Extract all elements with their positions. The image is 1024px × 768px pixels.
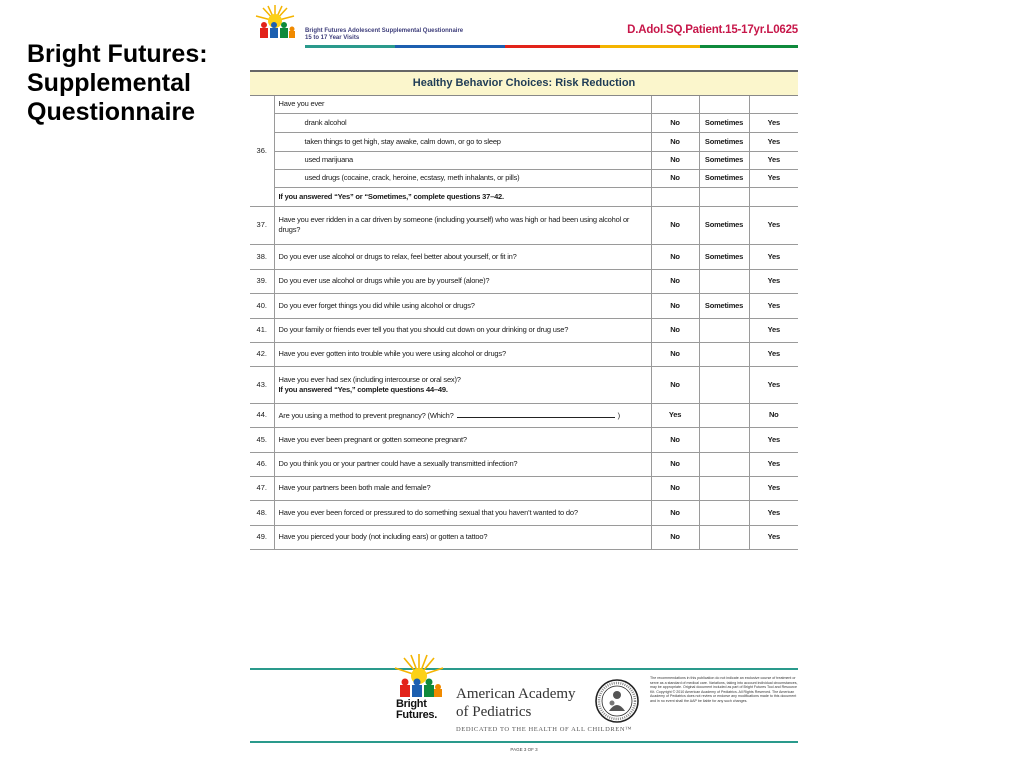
table-row	[250, 452, 798, 476]
header-title-line2: 15 to 17 Year Visits	[305, 35, 360, 41]
answer-no[interactable]: No	[651, 500, 699, 525]
answer-no[interactable]: No	[651, 206, 699, 244]
aap-name	[456, 685, 576, 721]
slide-title	[27, 40, 247, 127]
footer-rule-top	[250, 668, 798, 670]
question-number: 40.	[250, 293, 274, 318]
table-row	[250, 427, 798, 452]
question-number: 38.	[250, 244, 274, 269]
aap-name-line1: American Academy	[456, 686, 576, 702]
answer-yes[interactable]: Yes	[749, 366, 798, 403]
bf-word-line2: Futures.	[396, 709, 437, 721]
question-number: 49.	[250, 525, 274, 549]
question-text: Have you pierced your body (not including ears) or gotten a tattoo?	[274, 525, 651, 549]
answer-yes[interactable]: Yes	[749, 244, 798, 269]
question-number: 43.	[250, 366, 274, 403]
answer-sometimes[interactable]: Sometimes	[699, 169, 749, 187]
questionnaire-page	[250, 0, 798, 768]
slide-title-line: Questionnaire	[27, 98, 196, 126]
answer-no[interactable]: No	[651, 525, 699, 549]
question-number: 46.	[250, 452, 274, 476]
answer-no[interactable]: No	[651, 113, 699, 132]
question-text: used marijuana	[274, 151, 651, 169]
page-number: PAGE 3 OF 3	[510, 747, 538, 752]
answer-yes[interactable]: Yes	[749, 151, 798, 169]
table-row	[250, 525, 798, 549]
aap-tagline: DEDICATED TO THE HEALTH OF ALL CHILDREN™	[456, 726, 633, 733]
table-row	[250, 500, 798, 525]
answer-sometimes	[699, 318, 749, 342]
answer-sometimes[interactable]: Sometimes	[699, 206, 749, 244]
answer-yes[interactable]: Yes	[749, 132, 798, 151]
question-text: taken things to get high, stay awake, calm down, or go to sleep	[274, 132, 651, 151]
answer-yes[interactable]: Yes	[749, 293, 798, 318]
question-number: 37.	[250, 206, 274, 244]
question-number: 48.	[250, 500, 274, 525]
bf-word-line1: Bright	[396, 698, 427, 710]
question-text: drank alcohol	[274, 113, 651, 132]
answer-yes[interactable]: Yes	[749, 427, 798, 452]
aap-name-line2: of Pediatrics	[456, 704, 532, 720]
answer-sometimes[interactable]: Sometimes	[699, 244, 749, 269]
question-text: Have you ever had sex (including intercourse or oral sex)?	[278, 374, 461, 384]
question-number: 39.	[250, 269, 274, 293]
answer-sometimes[interactable]: Sometimes	[699, 132, 749, 151]
answer-yes[interactable]: Yes	[749, 318, 798, 342]
table-row	[250, 244, 798, 269]
answer-no[interactable]: No	[651, 169, 699, 187]
table-row	[250, 151, 798, 169]
footer-fineprint: The recommendations in this publication do not indicate an exclusive course of treatment or serve as a standard of medical care. Variations, taking into account individual circumstances, may be appropriate. Original document included as part of Bright Futures Tool and Resource Kit. Copyright © 2010 American Academy of Pediatrics. All Rights Reserved. The American Academy of Pediatrics does not review or endorse any modifications made to this document and in no event shall the AAP be liable for any such changes.	[650, 676, 798, 703]
table-row	[250, 318, 798, 342]
question-text: Have your partners been both male and female?	[274, 476, 651, 500]
question-text: Have you ever been pregnant or gotten someone pregnant?	[274, 427, 651, 452]
answer-yes[interactable]: Yes	[651, 403, 699, 427]
answer-no[interactable]: No	[651, 244, 699, 269]
answer-yes[interactable]: Yes	[749, 500, 798, 525]
answer-no[interactable]: No	[651, 366, 699, 403]
question-text: Do you ever use alcohol or drugs while you are by yourself (alone)?	[274, 269, 651, 293]
table-row	[250, 342, 798, 366]
answer-no[interactable]: No	[651, 293, 699, 318]
question-close-paren: )	[617, 410, 620, 420]
answer-no[interactable]: No	[651, 452, 699, 476]
document-header	[250, 3, 798, 47]
answer-yes[interactable]: Yes	[749, 206, 798, 244]
table-row	[250, 366, 798, 403]
answer-sometimes[interactable]: Sometimes	[699, 151, 749, 169]
answer-no[interactable]: No	[651, 132, 699, 151]
question-note: If you answered “Yes,” complete questions 44–49.	[278, 384, 448, 394]
question-text: used drugs (cocaine, crack, heroine, ecstasy, meth inhalants, or pills)	[274, 169, 651, 187]
answer-yes[interactable]: Yes	[749, 113, 798, 132]
table-row	[250, 206, 798, 244]
document-code: D.Adol.SQ.Patient.15-17yr.L0625	[627, 24, 798, 36]
slide-title-line: Bright Futures:	[27, 40, 208, 68]
answer-yes[interactable]: Yes	[749, 269, 798, 293]
question-number: 47.	[250, 476, 274, 500]
answer-yes[interactable]: Yes	[749, 476, 798, 500]
question-number: 45.	[250, 427, 274, 452]
answer-no[interactable]: No	[749, 403, 798, 427]
question-number: 42.	[250, 342, 274, 366]
answer-no[interactable]: No	[651, 151, 699, 169]
table-row	[250, 403, 798, 427]
table-row	[250, 113, 798, 132]
question-text: Do you ever use alcohol or drugs to relax, feel better about yourself, or fit in?	[274, 244, 651, 269]
table-row	[250, 187, 798, 206]
answer-yes[interactable]: Yes	[749, 452, 798, 476]
answer-no[interactable]: No	[651, 342, 699, 366]
bright-futures-wordmark	[396, 699, 437, 721]
answer-yes[interactable]: Yes	[749, 525, 798, 549]
question-text: Do you ever forget things you did while using alcohol or drugs?	[274, 293, 651, 318]
section-header	[250, 71, 798, 95]
footer-rule-bottom	[250, 741, 798, 743]
answer-yes[interactable]: Yes	[749, 169, 798, 187]
question-text: Have you ever been forced or pressured to do something sexual that you haven’t wanted to do?	[274, 500, 651, 525]
answer-yes[interactable]: Yes	[749, 342, 798, 366]
answer-sometimes[interactable]: Sometimes	[699, 113, 749, 132]
answer-no[interactable]: No	[651, 476, 699, 500]
question-number: 36.	[250, 95, 274, 206]
question-number: 41.	[250, 318, 274, 342]
question-intro: Have you ever	[274, 95, 651, 113]
answer-no[interactable]: No	[651, 427, 699, 452]
header-title	[305, 28, 463, 42]
question-text: Are you using a method to prevent pregnancy? (Which?	[278, 410, 454, 420]
question-text: Do you think you or your partner could have a sexually transmitted infection?	[274, 452, 651, 476]
answer-sometimes	[699, 342, 749, 366]
question-number: 44.	[250, 403, 274, 427]
table-row	[250, 132, 798, 151]
header-title-line1: Bright Futures Adolescent Supplemental Questionnaire	[305, 28, 464, 34]
table-row	[250, 293, 798, 318]
answer-sometimes	[699, 269, 749, 293]
questionnaire-table	[250, 70, 798, 550]
header-color-rule	[305, 45, 798, 48]
table-row	[250, 95, 798, 113]
question-note: If you answered “Yes” or “Sometimes,” complete questions 37–42.	[274, 187, 651, 206]
slide-title-line: Supplemental	[27, 69, 191, 97]
section-title: Healthy Behavior Choices: Risk Reduction	[250, 71, 798, 95]
bright-futures-logo-icon	[388, 650, 450, 738]
table-row	[250, 169, 798, 187]
question-text: Have you ever gotten into trouble while you were using alcohol or drugs?	[274, 342, 651, 366]
answer-sometimes[interactable]: Sometimes	[699, 293, 749, 318]
method-write-in-field[interactable]	[457, 410, 615, 418]
question-text: Do your family or friends ever tell you that you should cut down on your drinking or drug use?	[274, 318, 651, 342]
table-row	[250, 476, 798, 500]
answer-no[interactable]: No	[651, 318, 699, 342]
bright-futures-logo-icon	[250, 3, 300, 47]
table-row	[250, 269, 798, 293]
aap-seal-icon	[595, 679, 639, 723]
answer-no[interactable]: No	[651, 269, 699, 293]
question-text: Have you ever ridden in a car driven by someone (including yourself) who was high or had been using alcohol or drugs?	[274, 206, 651, 244]
